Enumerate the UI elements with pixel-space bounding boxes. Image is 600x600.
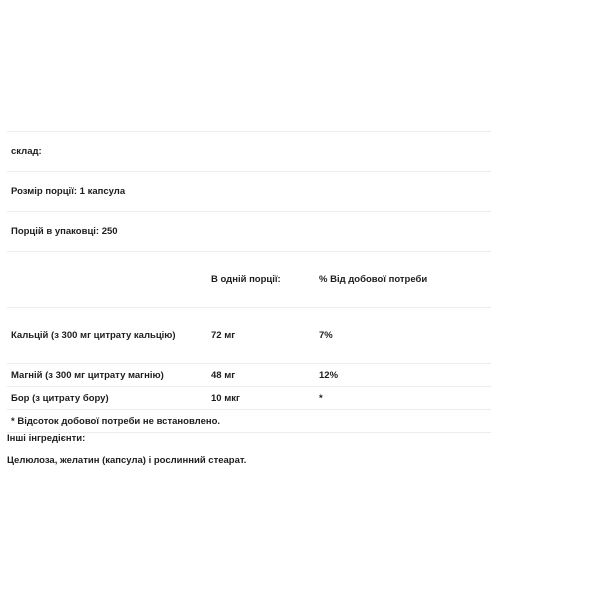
header-dv: % Від добової потреби: [319, 274, 428, 285]
nutrient-amount: 48 мг: [211, 369, 236, 381]
nutrient-name: Кальцій (з 300 мг цитрату кальцію): [11, 330, 176, 341]
nutrient-name: Магній (з 300 мг цитрату магнію): [11, 369, 164, 381]
servings-row: [7, 211, 491, 251]
table-row: [7, 307, 491, 363]
table-row: [7, 386, 491, 409]
composition-row: [7, 131, 491, 171]
supplement-facts: [7, 131, 491, 433]
nutrient-dv: 12%: [319, 369, 339, 381]
nutrient-name: Бор (з цитрату бору): [11, 392, 109, 404]
serving-size-row: [7, 171, 491, 211]
servings-per-container: Порцій в упаковці: 250: [11, 226, 118, 237]
footnote-row: [7, 409, 491, 433]
nutrient-amount: 10 мкг: [211, 392, 240, 404]
table-row: [7, 363, 491, 386]
serving-size: Розмір порції: 1 капсула: [11, 186, 126, 197]
table-header: [7, 251, 491, 307]
header-amount: В одній порції:: [211, 274, 281, 285]
nutrient-dv: 7%: [319, 330, 333, 341]
nutrient-amount: 72 мг: [211, 330, 236, 341]
composition-label: склад:: [11, 146, 42, 157]
nutrient-dv: *: [319, 392, 323, 404]
other-ingredients-label: Інші інгредієнти:: [7, 433, 86, 444]
other-ingredients: Целюлоза, желатин (капсула) і рослинний стеарат.: [7, 455, 247, 466]
footnote: * Відсоток добової потреби не встановлено.: [11, 415, 221, 427]
